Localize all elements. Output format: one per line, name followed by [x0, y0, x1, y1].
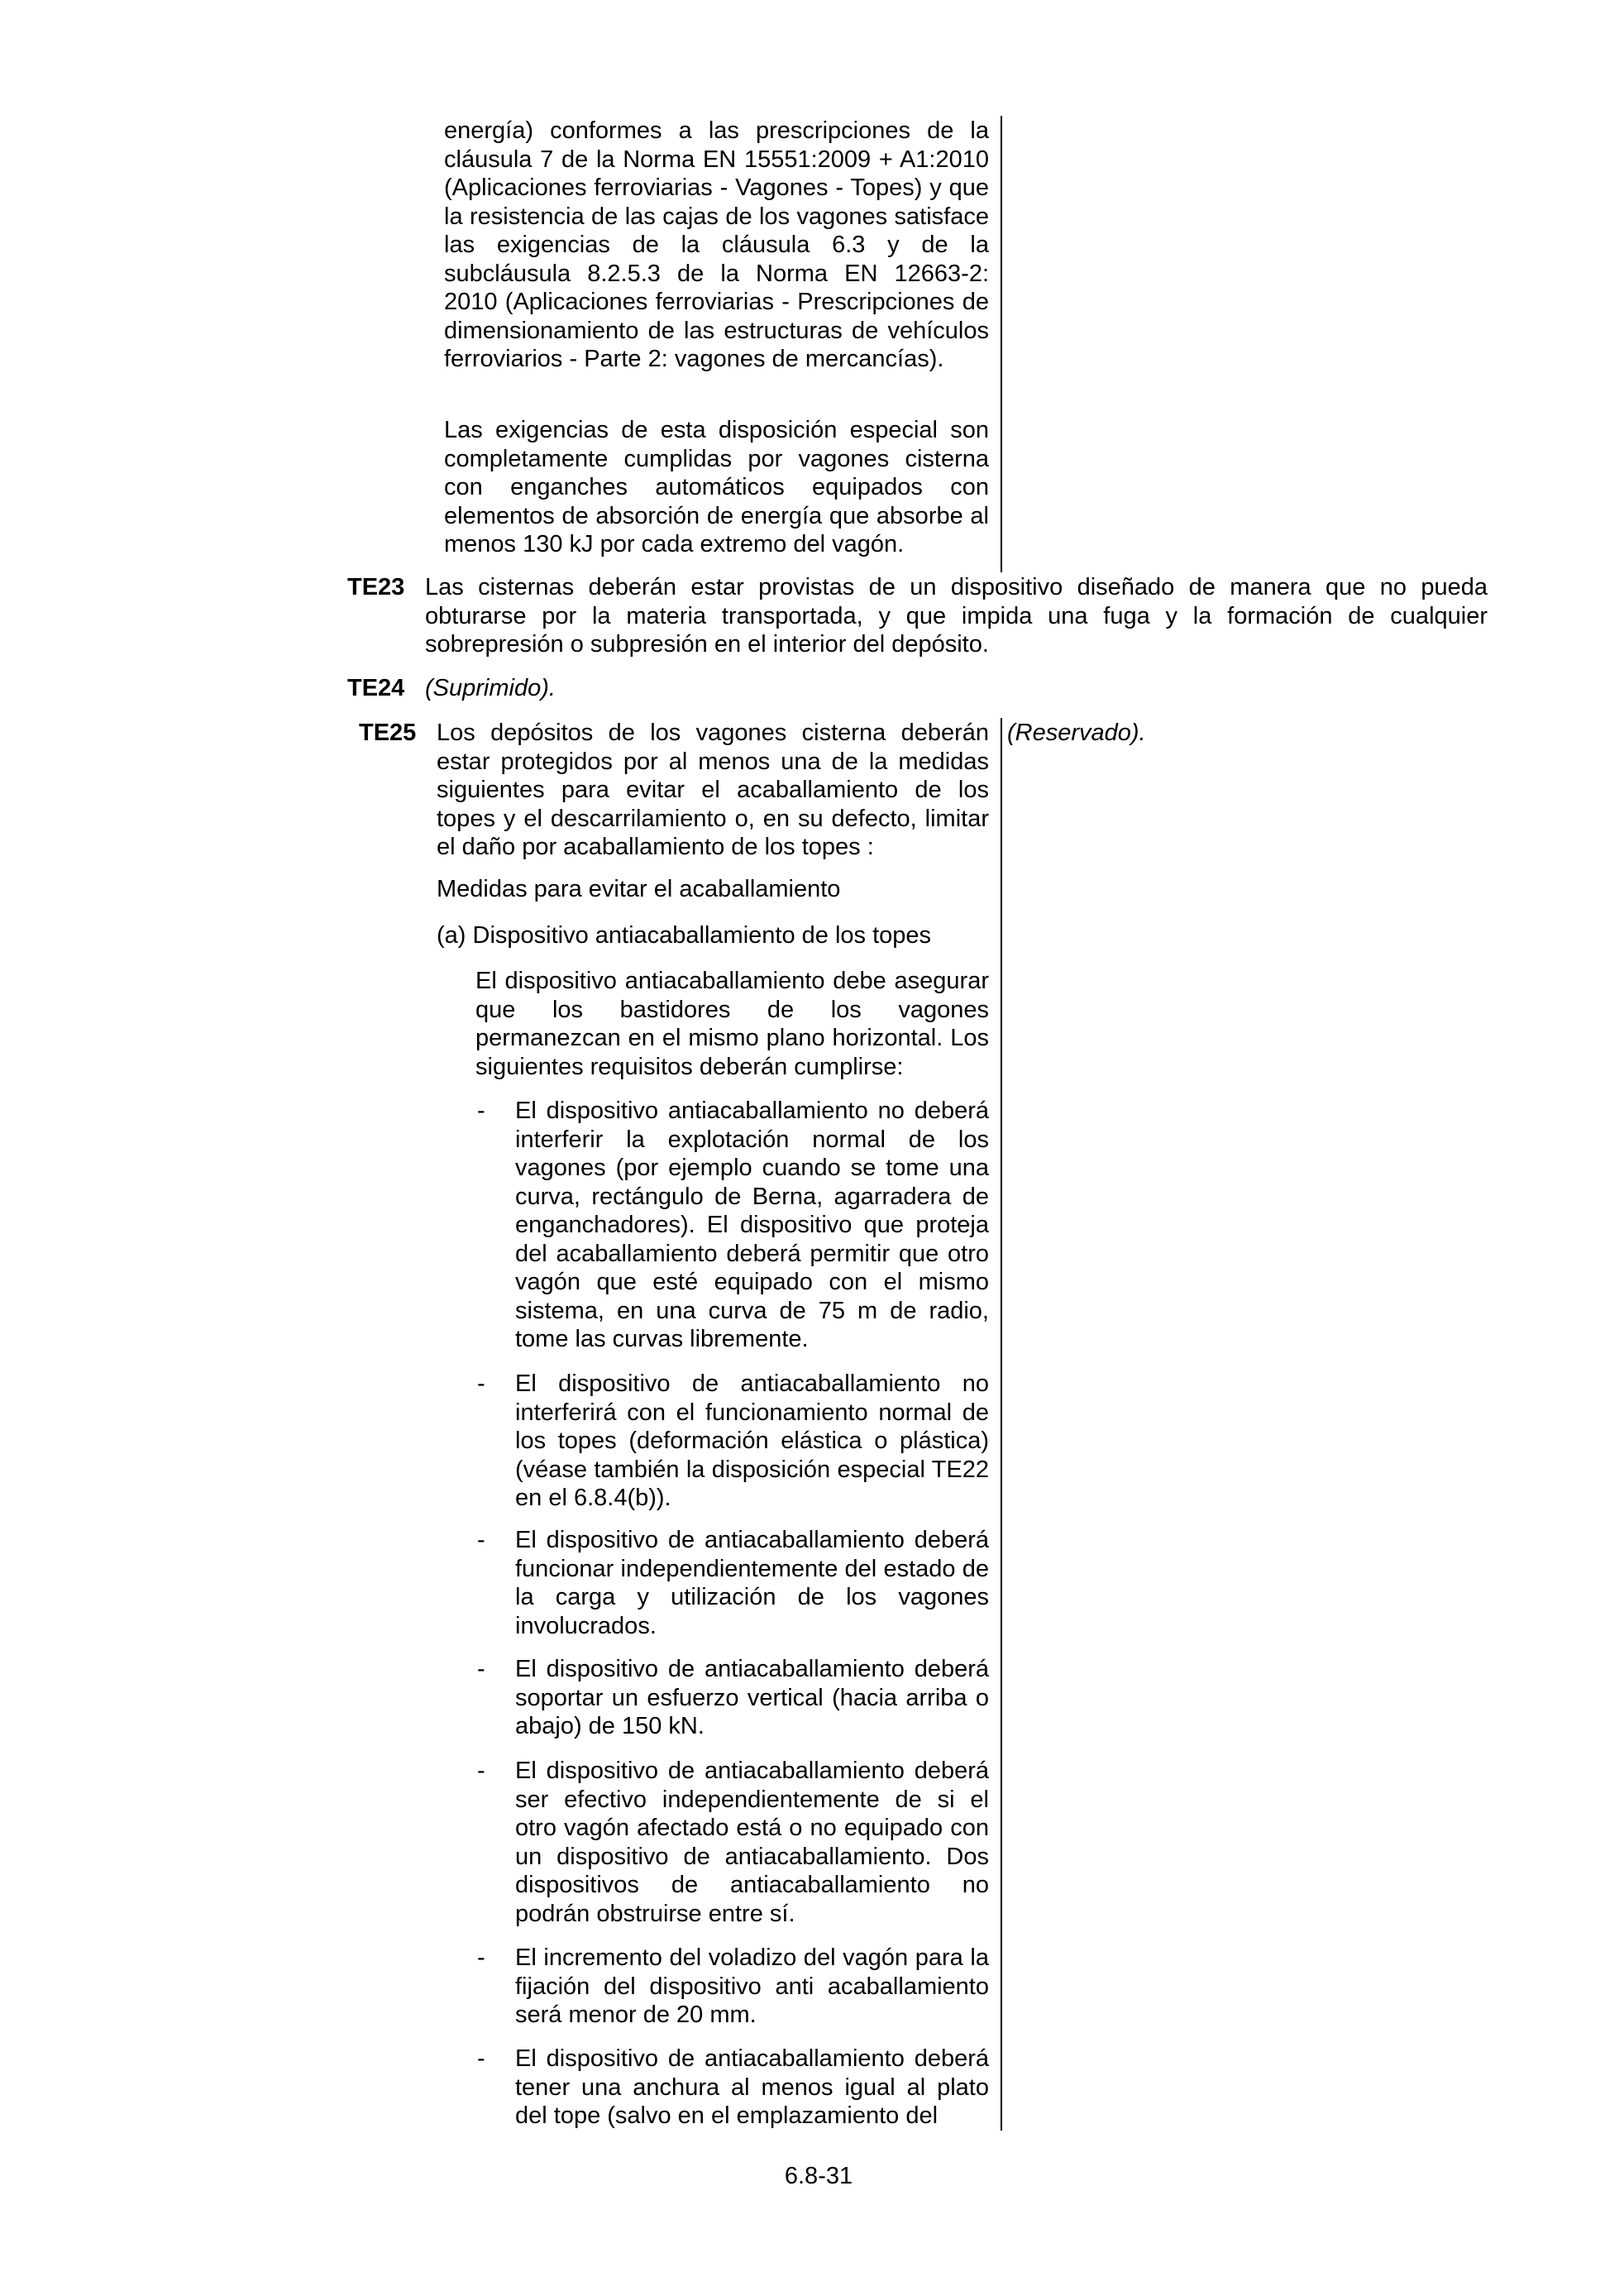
bullet-dash: - [477, 1098, 485, 1124]
bullet-item: El dispositivo de antiacaballamiento no interferirá con el funcionamiento normal de los topes (deformación elástica o plástica) (véase también la disposición especial TE22 en el 6.8.4(b)). [515, 1370, 989, 1511]
page-number: 6.8-31 [784, 2163, 853, 2189]
bullet-dash: - [477, 1656, 485, 1682]
bullet-item: El incremento del voladizo del vagón para la fijación del dispositivo anti acaballamiento será menor de 20 mm. [515, 1944, 989, 2028]
te23-code: TE23 [347, 574, 405, 600]
bullet-dash: - [477, 2045, 485, 2072]
te25-reserved: (Reservado). [1007, 720, 1146, 746]
te24-code: TE24 [347, 675, 405, 701]
bullet-item: El dispositivo de antiacaballamiento deberá funcionar independientemente del estado de la carga y utilización de los vagones involucrados. [515, 1527, 989, 1639]
bullet-dash: - [477, 1944, 485, 1971]
top-paragraph-1: energía) conformes a las prescripciones de la cláusula 7 de la Norma EN 15551:2009 + A1:2010 (Aplicaciones ferroviarias - Vagones - Topes) y que la resistencia de las cajas de los vagones satisface las exigencias de la cláusula 6.3 y de la subcláusula 8.2.5.3 de la Norma EN 12663-2: 2010 (Aplicaciones ferroviarias - Prescripciones de dimensionamiento de las estructuras de vehículos ferroviarios - Parte 2: vagones de mercancías). [444, 117, 989, 372]
bullet-item: El dispositivo de antiacaballamiento deberá soportar un esfuerzo vertical (hacia arriba o abajo) de 150 kN. [515, 1656, 989, 1739]
column-separator-top [1001, 116, 1002, 572]
top-paragraph-2: Las exigencias de esta disposición especial son completamente cumplidas por vagones cisterna con enganches automáticos equipados con elementos de absorción de energía que absorbe al menos 130 kJ por cada extremo del vagón. [444, 417, 989, 557]
measures-heading: Medidas para evitar el acaballamiento [437, 876, 841, 902]
bullet-dash: - [477, 1527, 485, 1553]
te23-text: Las cisternas deberán estar provistas de un dispositivo diseñado de manera que no pueda obturarse por la materia transportada, y que impida una fuga y la formación de cualquier sobrepresión o subpresión en el interior del depósito. [425, 574, 1488, 658]
bullet-dash: - [477, 1758, 485, 1784]
te25-code: TE25 [359, 720, 417, 746]
device-intro: El dispositivo antiacaballamiento debe asegurar que los bastidores de los vagones permanezcan en el mismo plano horizontal. Los siguientes requisitos deberán cumplirse: [475, 968, 989, 1080]
bullet-dash: - [477, 1370, 485, 1397]
te24-text: (Suprimido). [425, 675, 556, 701]
bullet-item: El dispositivo de antiacaballamiento deberá ser efectivo independientemente de si el otro vagón afectado está o no equipado con un dispositivo de antiacaballamiento. Dos dispositivos de antiacaballamiento no podrán obstruirse entre sí. [515, 1758, 989, 1927]
bullet-item: El dispositivo antiacaballamiento no deberá interferir la explotación normal de los vagones (por ejemplo cuando se tome una curva, rectángulo de Berna, agarradera de enganchadores). El dispositivo que proteja del acaballamiento deberá permitir que otro vagón que esté equipado con el mismo sistema, en una curva de 75 m de radio, tome las curvas libremente. [515, 1098, 989, 1352]
column-separator-te25 [1001, 718, 1002, 2131]
te25-intro: Los depósitos de los vagones cisterna deberán estar protegidos por al menos una de la medidas siguientes para evitar el acaballamiento de los topes y el descarrilamiento o, en su defecto, limitar el daño por acaballamiento de los topes : [437, 720, 989, 860]
bullet-item: El dispositivo de antiacaballamiento deberá tener una anchura al menos igual al plato del tope (salvo en el emplazamiento del [515, 2045, 989, 2129]
device-heading: (a) Dispositivo antiacaballamiento de los topes [437, 922, 932, 949]
